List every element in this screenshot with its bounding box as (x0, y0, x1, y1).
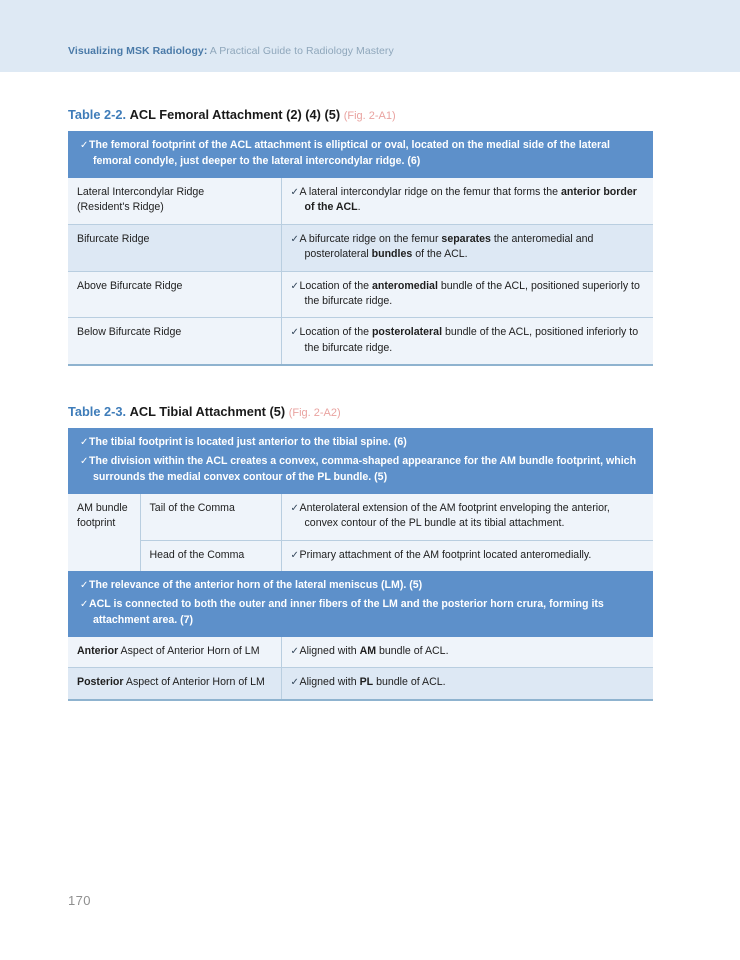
running-header-text (68, 45, 394, 57)
row-label (68, 668, 281, 700)
description-bullet (291, 279, 645, 310)
running-header-band (0, 0, 740, 72)
row-label-rest: Aspect of Anterior Horn of LM (118, 644, 260, 657)
check-icon: ✓ (290, 645, 299, 657)
row-label (68, 271, 281, 318)
row-description (281, 318, 653, 365)
banner-bullet (80, 454, 643, 486)
description-bullet (291, 185, 645, 216)
check-icon: ✓ (290, 186, 299, 198)
desc-bold: posterolateral (371, 326, 443, 339)
desc-post: bundle of the ACL, positioned inferiorly to the bifurcate ridge. (304, 326, 639, 354)
table-row (68, 540, 653, 571)
row-label-line2: (Resident's Ridge) (77, 201, 164, 214)
group-label-line2: footprint (77, 517, 116, 530)
row-sub-label: Head of the Comma (140, 540, 281, 571)
row-label (68, 178, 281, 224)
check-icon: ✓ (290, 502, 299, 514)
banner-text: ACL is connected to both the outer and inner fibers of the LM and the posterior horn crura, forming its attachment area. (7) (89, 598, 604, 626)
table-row-banner-top (68, 428, 653, 494)
table-row (68, 178, 653, 224)
row-description (281, 224, 653, 271)
group-label-line1: AM bundle (77, 501, 128, 514)
desc-pre: A bifurcate ridge on the femur (299, 232, 442, 245)
row-label-line1: Above Bifurcate Ridge (77, 279, 183, 292)
row-label-line1: Lateral Intercondylar Ridge (77, 185, 205, 198)
desc-bold: PL (359, 676, 374, 689)
desc-text: Primary attachment of the AM footprint located anteromedially. (299, 548, 592, 561)
table-block-acl-tibial-attachment (68, 405, 653, 701)
check-icon: ✓ (80, 140, 89, 152)
desc-mid: the anteromedial and posterolateral (304, 232, 594, 261)
desc-pre: Location of the (299, 326, 372, 339)
check-icon: ✓ (290, 549, 299, 561)
header-title-bold: Visualizing MSK Radiology: (68, 45, 208, 57)
caption-number: Table 2-2. (68, 107, 127, 122)
row-label-line1: Below Bifurcate Ridge (77, 326, 182, 339)
row-sub-label: Tail of the Comma (140, 494, 281, 540)
banner-text: The relevance of the anterior horn of the lateral meniscus (LM). (5) (89, 579, 423, 592)
page-number: 170 (68, 893, 91, 908)
table-row (68, 318, 653, 365)
desc-post: of the ACL. (412, 248, 468, 261)
check-icon: ✓ (290, 280, 299, 292)
desc-bold: separates (441, 232, 491, 245)
check-icon: ✓ (80, 437, 89, 449)
banner-cell (68, 131, 653, 178)
desc-bold: AM (359, 644, 377, 657)
check-icon: ✓ (80, 599, 89, 611)
description-bullet (291, 548, 645, 564)
caption-title: ACL Femoral Attachment (2) (4) (5) (129, 107, 341, 122)
desc-post: bundle of ACL. (373, 676, 446, 689)
desc-bold-2: bundles (371, 248, 413, 261)
banner-bullet (80, 138, 643, 170)
banner-bullet (80, 597, 643, 629)
check-icon: ✓ (80, 580, 89, 592)
table-row-banner-mid (68, 571, 653, 637)
table-row (68, 668, 653, 700)
banner-cell (68, 571, 653, 637)
table-caption-2-2 (68, 108, 653, 122)
desc-bold: anteromedial (371, 279, 438, 292)
row-description (281, 494, 653, 540)
description-bullet (291, 501, 645, 532)
description-bullet (291, 644, 645, 660)
row-description (281, 271, 653, 318)
caption-title: ACL Tibial Attachment (5) (129, 404, 286, 419)
table-row (68, 637, 653, 668)
check-icon: ✓ (290, 327, 299, 339)
desc-pre: Aligned with (299, 644, 360, 657)
row-description (281, 178, 653, 224)
row-label (68, 318, 281, 365)
caption-number: Table 2-3. (68, 404, 127, 419)
row-group-label (68, 494, 140, 571)
row-label-bold: Anterior (77, 644, 119, 657)
table-block-acl-femoral-attachment (68, 108, 653, 366)
row-label-bold: Posterior (77, 676, 124, 689)
table-row (68, 494, 653, 540)
check-icon: ✓ (80, 455, 89, 467)
desc-post: bundle of the ACL, positioned superiorly to the bifurcate ridge. (304, 279, 640, 308)
row-label (68, 224, 281, 271)
table-acl-tibial-attachment (68, 428, 653, 701)
row-label-rest: Aspect of Anterior Horn of LM (123, 676, 265, 689)
row-description (281, 637, 653, 668)
desc-text: Anterolateral extension of the AM footprint enveloping the anterior, convex contour of the PL bundle at its tibial attachment. (299, 501, 610, 530)
desc-pre: A lateral intercondylar ridge on the femur that forms the (299, 185, 561, 198)
table-row (68, 224, 653, 271)
check-icon: ✓ (290, 677, 299, 689)
table-acl-femoral-attachment (68, 131, 653, 366)
banner-bullet (80, 578, 643, 594)
banner-text: The division within the ACL creates a convex, comma-shaped appearance for the AM bundle footprint, which surrounds the medial convex contour of the PL bundle. (5) (89, 454, 637, 483)
table-caption-2-3 (68, 405, 653, 419)
row-label (68, 637, 281, 668)
check-icon: ✓ (290, 233, 299, 245)
desc-pre: Aligned with (299, 676, 360, 689)
description-bullet (291, 675, 645, 691)
banner-bullet (80, 435, 643, 451)
header-title-light: A Practical Guide to Radiology Mastery (207, 45, 394, 57)
banner-cell (68, 428, 653, 494)
row-description (281, 540, 653, 571)
desc-post: . (357, 201, 361, 214)
table-row-banner (68, 131, 653, 178)
banner-text: The tibial footprint is located just anterior to the tibial spine. (6) (89, 436, 407, 449)
desc-bold: anterior border of the ACL (304, 185, 637, 214)
description-bullet (291, 325, 645, 356)
table-row (68, 271, 653, 318)
description-bullet (291, 232, 645, 263)
row-label-line1: Bifurcate Ridge (77, 232, 150, 245)
caption-figure-ref: (Fig. 2-A2) (288, 407, 341, 419)
banner-text: The femoral footprint of the ACL attachment is elliptical or oval, located on the medial side of the lateral femoral condyle, just deeper to the lateral intercondylar ridge. (6) (89, 139, 610, 167)
caption-figure-ref: (Fig. 2-A1) (343, 110, 396, 122)
desc-post: bundle of ACL. (376, 644, 449, 657)
desc-pre: Location of the (299, 279, 372, 292)
row-description (281, 668, 653, 700)
